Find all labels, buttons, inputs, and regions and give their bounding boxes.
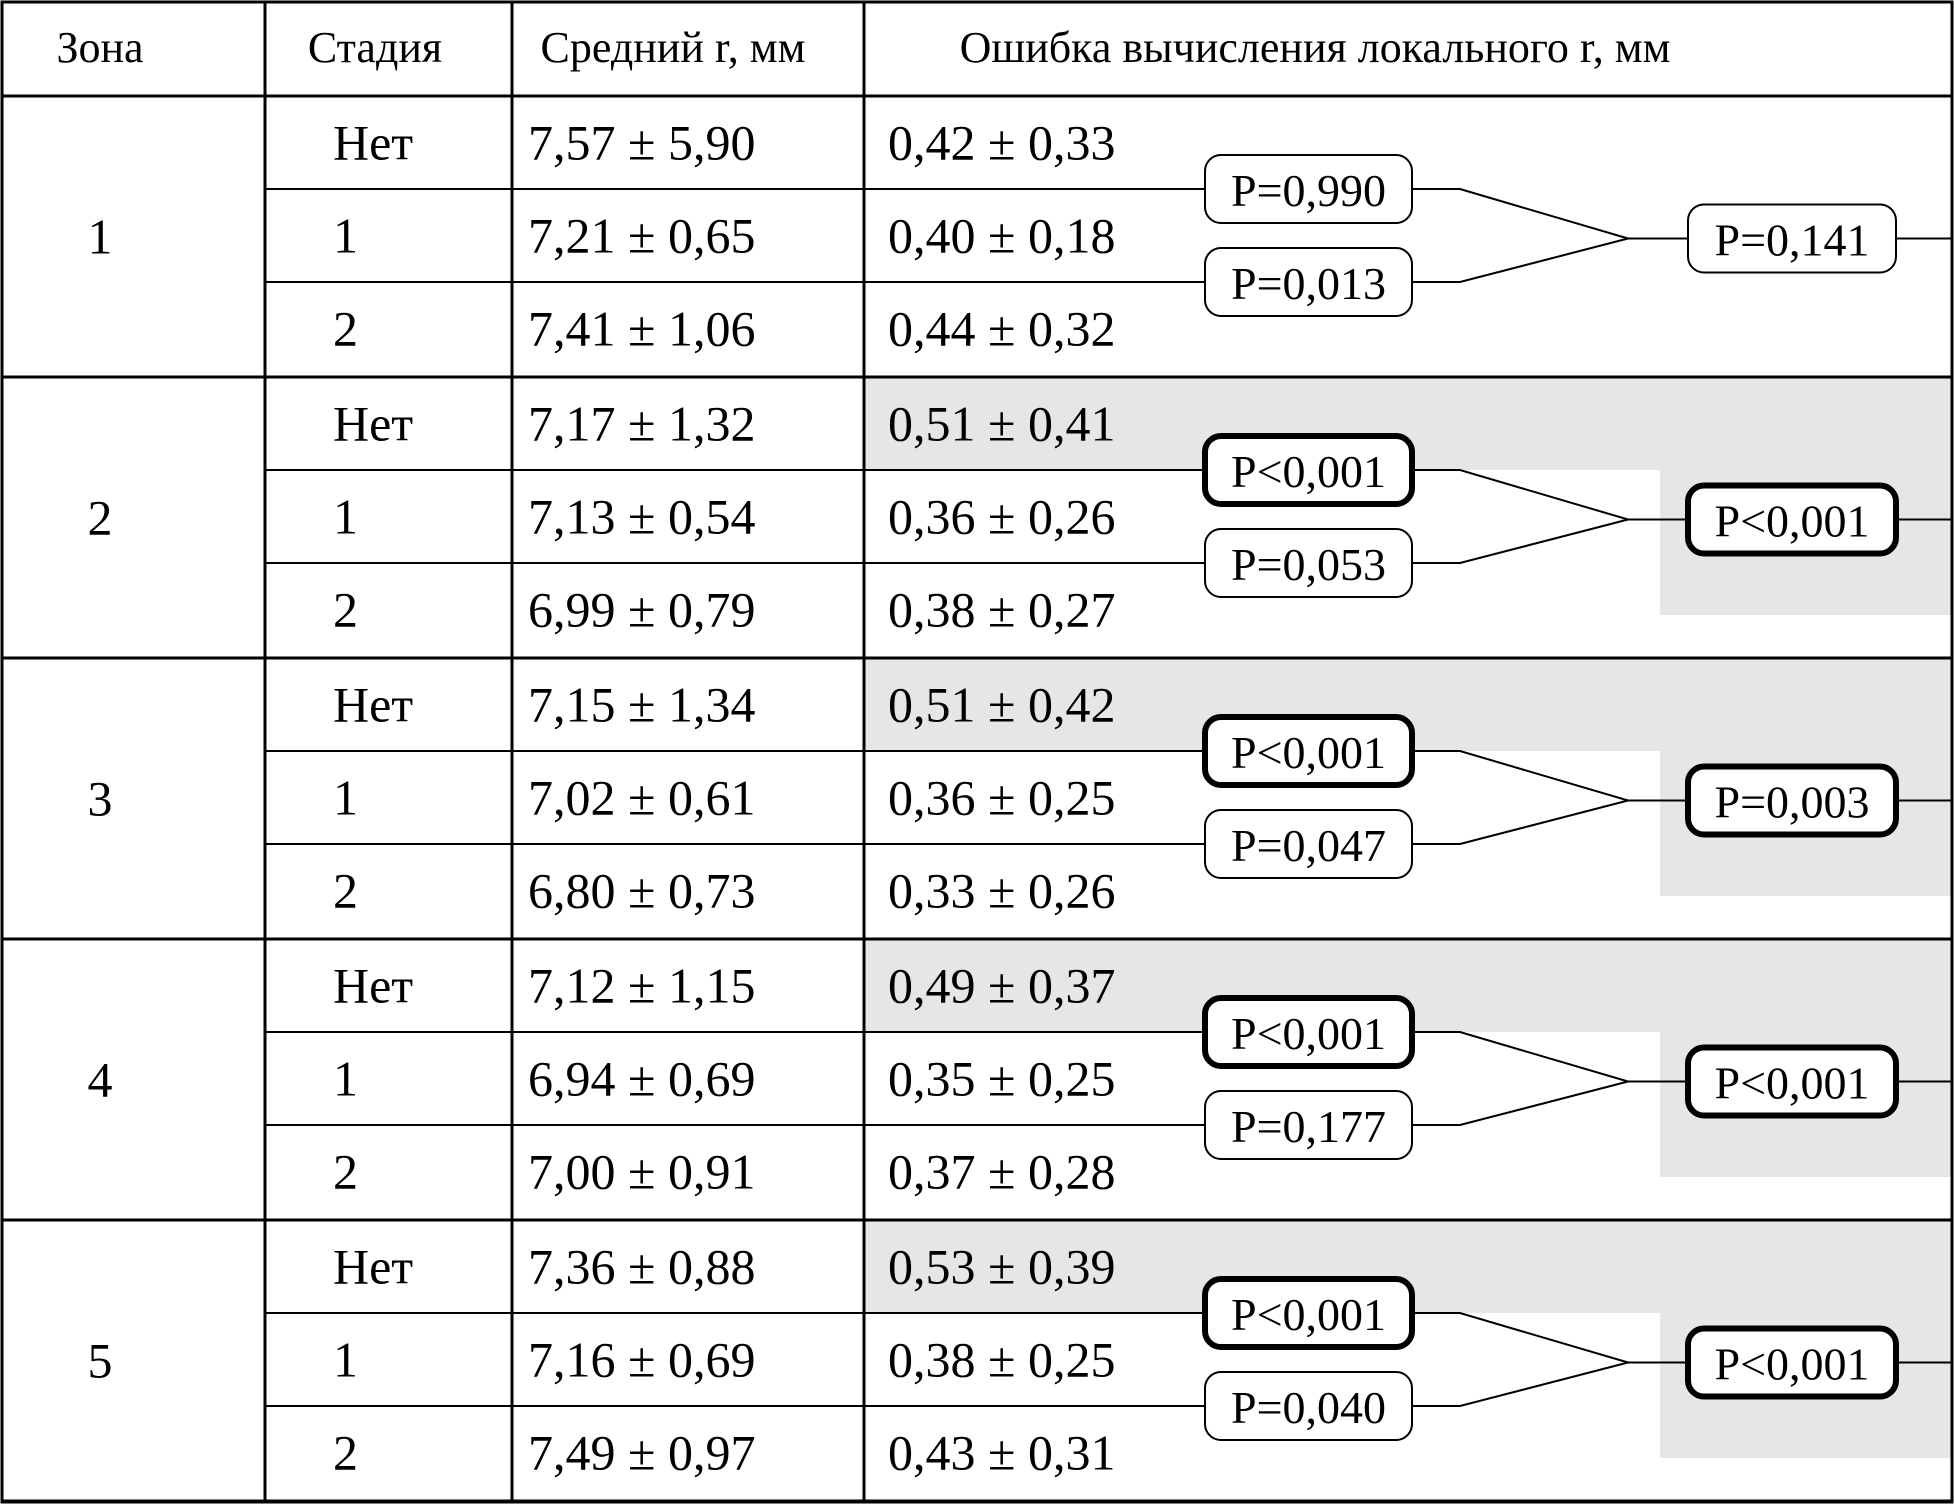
error-cell: 0,51 ± 0,41 [888,395,1116,452]
connector-line [1412,801,1628,845]
header-error: Ошибка вычисления локального r, мм [959,23,1671,72]
p-value-text: P=0,141 [1714,214,1870,266]
p-value-text: P<0,001 [1714,1057,1870,1109]
stage-cell: 2 [333,1424,358,1481]
error-cell: 0,42 ± 0,33 [888,114,1116,171]
mean-r-cell: 7,00 ± 0,91 [528,1143,756,1200]
p-value-text: P<0,001 [1230,727,1387,778]
p-value-box-upper [1205,436,1412,504]
stage-cell: Нет [333,676,414,733]
p-value-text: P=0,053 [1230,539,1387,590]
zone-label: 3 [87,770,113,827]
mean-r-cell: 7,57 ± 5,90 [528,114,756,171]
connector-line [1412,1363,1628,1407]
p-value-text: P=0,047 [1230,820,1387,871]
p-value-box-overall [1688,1048,1896,1116]
p-value-box-upper [1205,998,1412,1066]
mean-r-cell: 6,80 ± 0,73 [528,862,756,919]
zone-label: 2 [87,489,113,546]
p-value-box-upper [1205,155,1412,223]
header-mean-r: Средний r, мм [540,23,806,72]
p-value-box-upper [1205,717,1412,785]
error-cell: 0,38 ± 0,27 [888,581,1116,638]
stage-cell: 1 [333,1050,358,1107]
p-value-text: P<0,001 [1714,1338,1870,1390]
stage-cell: 1 [333,769,358,826]
error-cell: 0,37 ± 0,28 [888,1143,1116,1200]
p-value-text: P=0,177 [1230,1101,1387,1152]
connector-line [1412,470,1688,520]
error-cell: 0,40 ± 0,18 [888,207,1116,264]
p-value-box-upper [1205,1279,1412,1347]
mean-r-cell: 6,94 ± 0,69 [528,1050,756,1107]
p-value-box-lower [1205,529,1412,597]
connector-line [1412,1313,1688,1363]
mean-r-cell: 7,49 ± 0,97 [528,1424,756,1481]
connector-line [1412,751,1688,801]
stage-cell: 1 [333,207,358,264]
p-value-text: P<0,001 [1230,1008,1387,1059]
p-value-text: P=0,013 [1230,258,1387,309]
mean-r-cell: 7,17 ± 1,32 [528,395,756,452]
error-cell: 0,53 ± 0,39 [888,1238,1116,1295]
p-value-text: P=0,040 [1230,1382,1387,1433]
error-cell: 0,35 ± 0,25 [888,1050,1116,1107]
header-zone: Зона [56,23,144,72]
mean-r-cell: 7,02 ± 0,61 [528,769,756,826]
p-value-box-overall [1688,767,1896,835]
error-cell: 0,33 ± 0,26 [888,862,1116,919]
mean-r-cell: 6,99 ± 0,79 [528,581,756,638]
mean-r-cell: 7,21 ± 0,65 [528,207,756,264]
zone-label: 4 [87,1051,113,1108]
p-value-text: P<0,001 [1230,446,1387,497]
stage-cell: Нет [333,957,414,1014]
stage-cell: 1 [333,488,358,545]
p-value-box-lower [1205,1091,1412,1159]
error-cell: 0,36 ± 0,25 [888,769,1116,826]
p-value-box-lower [1205,248,1412,316]
zone-label: 1 [87,208,113,265]
mean-r-cell: 7,15 ± 1,34 [528,676,756,733]
mean-r-cell: 7,16 ± 0,69 [528,1331,756,1388]
connector-line [1412,1032,1688,1082]
error-cell: 0,38 ± 0,25 [888,1331,1116,1388]
error-cell: 0,36 ± 0,26 [888,488,1116,545]
p-value-text: P<0,001 [1714,495,1870,547]
p-value-text: P=0,990 [1230,165,1387,216]
p-value-text: P<0,001 [1230,1289,1387,1340]
zone-label: 5 [87,1332,113,1389]
stage-cell: Нет [333,395,414,452]
connector-line [1412,239,1628,283]
error-cell: 0,51 ± 0,42 [888,676,1116,733]
mean-r-cell: 7,36 ± 0,88 [528,1238,756,1295]
p-value-box-overall [1688,205,1896,273]
p-value-box-overall [1688,1329,1896,1397]
p-value-text: P=0,003 [1714,776,1870,828]
connector-line [1412,1082,1628,1126]
stage-cell: 2 [333,581,358,638]
stage-cell: 2 [333,1143,358,1200]
error-cell: 0,49 ± 0,37 [888,957,1116,1014]
connector-line [1412,520,1628,564]
mean-r-cell: 7,41 ± 1,06 [528,300,756,357]
table-body [88,115,1116,1481]
mean-r-cell: 7,13 ± 0,54 [528,488,756,545]
mean-r-cell: 7,12 ± 1,15 [528,957,756,1014]
p-value-box-overall [1688,486,1896,554]
stage-cell: Нет [333,114,414,171]
p-value-box-lower [1205,1372,1412,1440]
stage-cell: 2 [333,862,358,919]
stage-cell: 1 [333,1331,358,1388]
stage-cell: 2 [333,300,358,357]
stage-cell: Нет [333,1238,414,1295]
error-cell: 0,44 ± 0,32 [888,300,1116,357]
connector-line [1412,189,1688,239]
p-value-box-lower [1205,810,1412,878]
header-stage: Стадия [307,23,443,72]
error-cell: 0,43 ± 0,31 [888,1424,1116,1481]
